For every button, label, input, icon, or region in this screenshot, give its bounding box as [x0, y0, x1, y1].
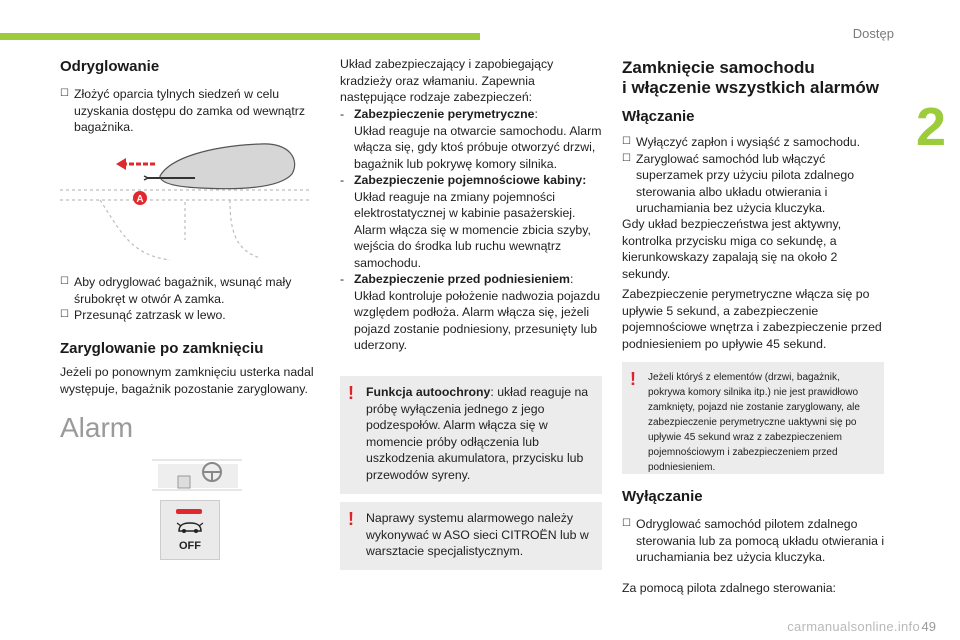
activation-text: Gdy układ bezpieczeństwa jest aktywny, kontrolka przycisku miga co sekundę, a kierunkowskazy zapalają się na około 2 sekundy. [622, 217, 842, 281]
relock-text: Jeżeli po ponownym zamknięciu usterka nadal występuje, bagażnik pozostanie zaryglowany. [60, 365, 314, 396]
checkbox-bullet-icon: ☐ [60, 309, 69, 320]
heading-deactivation: Wyłączanie [622, 488, 703, 505]
chapter-number: 2 [915, 97, 946, 157]
indicator-led [176, 509, 202, 514]
activation-timing-text: Zabezpieczenie perymetryczne włącza się po upływie 5 sekund, a zabezpieczenie pojemnościowe wnętrza i zabezpieczenie przed podniesieniem po upływie 45 sekund. [622, 287, 882, 351]
heading-unlock: Odryglowanie [60, 58, 160, 75]
alarm-off-button[interactable] [160, 500, 220, 560]
section-title: Dostęp [852, 26, 894, 41]
dashboard-illustration [152, 452, 242, 494]
deactivation-list [622, 516, 888, 566]
alarm-intro: Układ zabezpieczający i zapobiegający kradzieży oraz włamaniu. Zapewnia następujące rodzaje zabezpieczeń: [340, 57, 554, 104]
list-item: ☐ Przesunąć zatrzask w lewo. [60, 308, 226, 322]
checkbox-bullet-icon: ☐ [60, 276, 69, 287]
car-alarm-icon [175, 519, 205, 535]
warning-box-unlocked-element: ! Jeżeli któryś z elementów (drzwi, bagażnik, pokrywa komory silnika itp.) nie jest prawidłowo zamknięty, pojazd nie zostanie zaryglowany, ale zabezpieczenie perymetryczne uaktywni się po upływie 45 sekund wraz z zabezpieczeniem pojemnościowym i zabezpieczeniem przed podniesieniem. [622, 362, 884, 474]
unlock-list [60, 86, 322, 136]
list-item: ☐ Złożyć oparcia tylnych siedzeń w celu uzyskania dostępu do zamka od wewnątrz bagażnika. [60, 87, 306, 134]
list-item: ☐ Odryglować samochód pilotem zdalnego sterowania lub za pomocą układu otwierania i uruchamiania bez użycia kluczyka. [622, 517, 885, 564]
button-label: OFF [179, 540, 201, 552]
checkbox-bullet-icon: ☐ [622, 136, 631, 147]
list-item: - Zabezpieczenie perymetryczne: Układ reaguje na otwarcie samochodu. Alarm włącza się, gdy ktoś próbuje otworzyć drzwi, bagażnik lub pokrywę komory silnika. [340, 107, 602, 171]
figure-label: A [136, 194, 144, 205]
warning-icon: ! [348, 509, 354, 529]
list-item: ☐ Zaryglować samochód lub włączyć superzamek przy użyciu pilota zdalnego sterowania albo układu otwierania i uruchamiania bez użycia kluczyka. [622, 151, 855, 215]
watermark: carmanualsonline.info [787, 619, 920, 634]
list-item: ☐ Aby odryglować bagażnik, wsunąć mały śrubokręt w otwór A zamka. [60, 275, 292, 306]
checkbox-bullet-icon: ☐ [60, 88, 69, 99]
warning-box-autoprotect: ! Funkcja autoochrony: układ reaguje na próbę wyłączenia jednego z jego podzespołów. Alarm włącza się w momencie próby odłączenia lub uszkodzenia akumulatora, przycisku lub przewodów syreny. [340, 376, 602, 494]
deactivation-remote-text: Za pomocą pilota zdalnego sterowania: [622, 581, 836, 595]
top-accent-bar [0, 33, 480, 40]
warning-icon: ! [348, 383, 354, 403]
heading-alarm: Alarm [60, 412, 134, 443]
heading-lock-alarms: Zamknięcie samochodu i włączenie wszystkich alarmów [622, 58, 880, 97]
checkbox-bullet-icon: ☐ [622, 152, 631, 164]
heading-activation: Włączanie [622, 108, 695, 125]
after-list [60, 274, 322, 324]
list-item: - Zabezpieczenie przed podniesieniem: Układ kontroluje położenie nadwozia pojazdu względem podłoża. Alarm włącza się, jeżeli pojazd zostanie podniesiony, przesunięty lub uderzony. [340, 272, 601, 352]
checkbox-bullet-icon: ☐ [622, 518, 631, 529]
warning-icon: ! [630, 369, 636, 389]
activation-list [622, 134, 888, 217]
protection-list [340, 106, 602, 354]
warning-box-repair: ! Naprawy systemu alarmowego należy wykonywać w ASO sieci CITROËN lub w warsztacie specjalistycznym. [340, 502, 602, 570]
page-number: 49 [921, 619, 936, 634]
heading-relock: Zaryglowanie po zamknięciu [60, 340, 264, 357]
list-item: ☐ Wyłączyć zapłon i wysiąść z samochodu. [622, 135, 861, 149]
trunk-lock-illustration [60, 140, 322, 265]
list-item: - Zabezpieczenie pojemnościowe kabiny: Układ reaguje na zmiany pojemności elektrostatycznej w kabinie pasażerskiej. Alarm włącza się w momencie zbicia szyby, wejścia do środka lub ruchu wewnątrz samochodu. [340, 173, 591, 270]
